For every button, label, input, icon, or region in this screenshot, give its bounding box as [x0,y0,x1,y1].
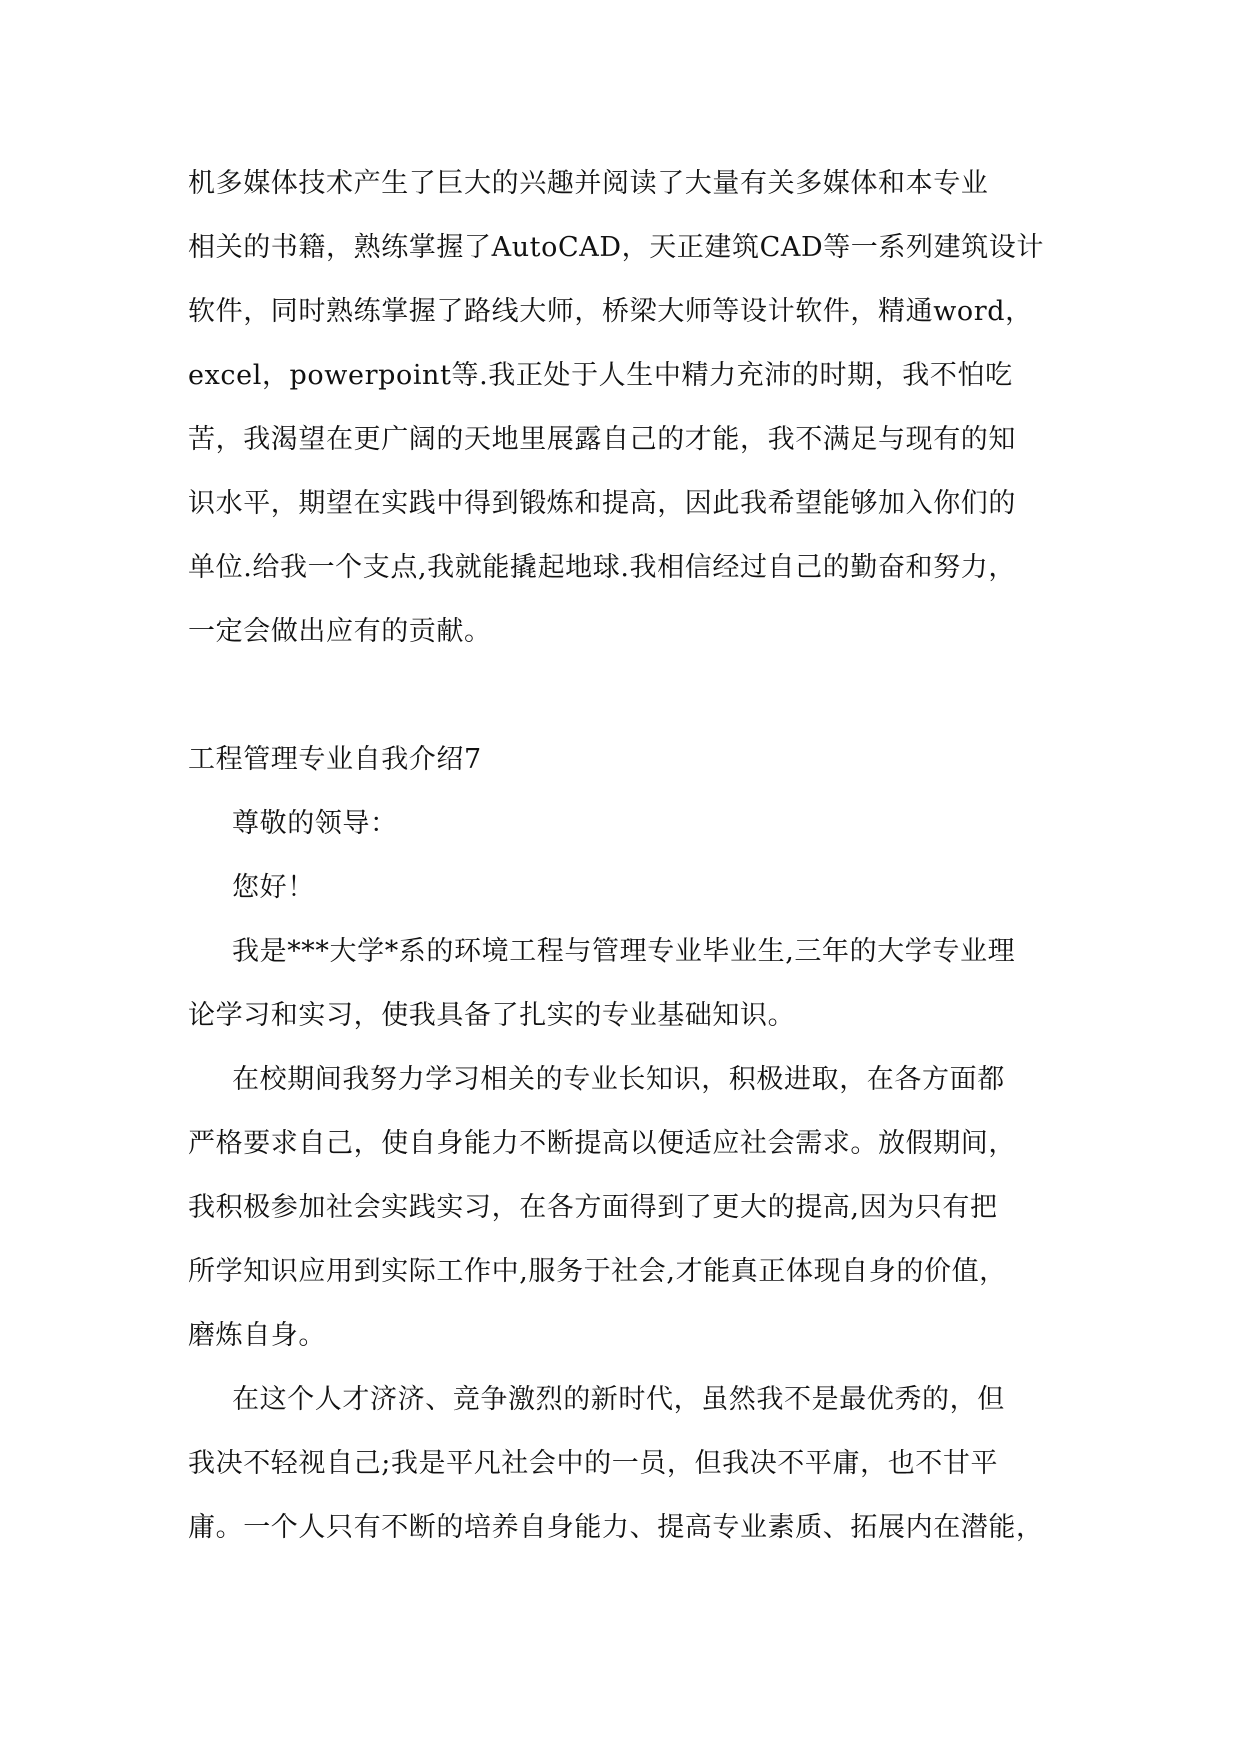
text-line: 苦，我渴望在更广阔的天地里展露自己的才能，我不满足与现有的知 [188,424,1016,455]
text-line: 识水平，期望在实践中得到锻炼和提高，因此我希望能够加入你们的 [188,488,1016,519]
text-line: 机多媒体技术产生了巨大的兴趣并阅读了大量有关多媒体和本专业 [188,168,989,199]
text-line: 磨炼自身。 [188,1320,326,1351]
text-line: 庸。一个人只有不断的培养自身能力、提高专业素质、拓展内在潜能， [188,1512,1044,1543]
greeting: 尊敬的领导： [232,808,398,839]
text-line: 我积极参加社会实践实习，在各方面得到了更大的提高,因为只有把 [188,1192,998,1223]
text-line: 在校期间我努力学习相关的专业长知识，积极进取，在各方面都 [232,1064,1005,1095]
text-line: 单位.给我一个支点,我就能撬起地球.我相信经过自己的勤奋和努力， [188,552,1016,583]
text-line: 严格要求自己，使自身能力不断提高以便适应社会需求。放假期间， [188,1128,1016,1159]
section-title: 工程管理专业自我介绍7 [188,744,482,775]
text-line: excel，powerpoint等.我正处于人生中精力充沛的时期，我不怕吃 [188,360,1013,391]
text-line: 软件，同时熟练掌握了路线大师，桥梁大师等设计软件，精通word， [188,296,1033,327]
text-line: 我决不轻视自己;我是平凡社会中的一员，但我决不平庸，也不甘平 [188,1448,999,1479]
text-line: 所学知识应用到实际工作中,服务于社会,才能真正体现自身的价值， [188,1256,1007,1287]
text-line: 论学习和实习，使我具备了扎实的专业基础知识。 [188,1000,796,1031]
text-line: 我是***大学*系的环境工程与管理专业毕业生,三年的大学专业理 [232,936,1016,967]
text-line: 相关的书籍，熟练掌握了AutoCAD，天正建筑CAD等一系列建筑设计 [188,232,1045,263]
salutation: 您好！ [232,872,315,903]
text-line: 在这个人才济济、竞争激烈的新时代，虽然我不是最优秀的，但 [232,1384,1005,1415]
text-line: 一定会做出应有的贡献。 [188,616,492,647]
